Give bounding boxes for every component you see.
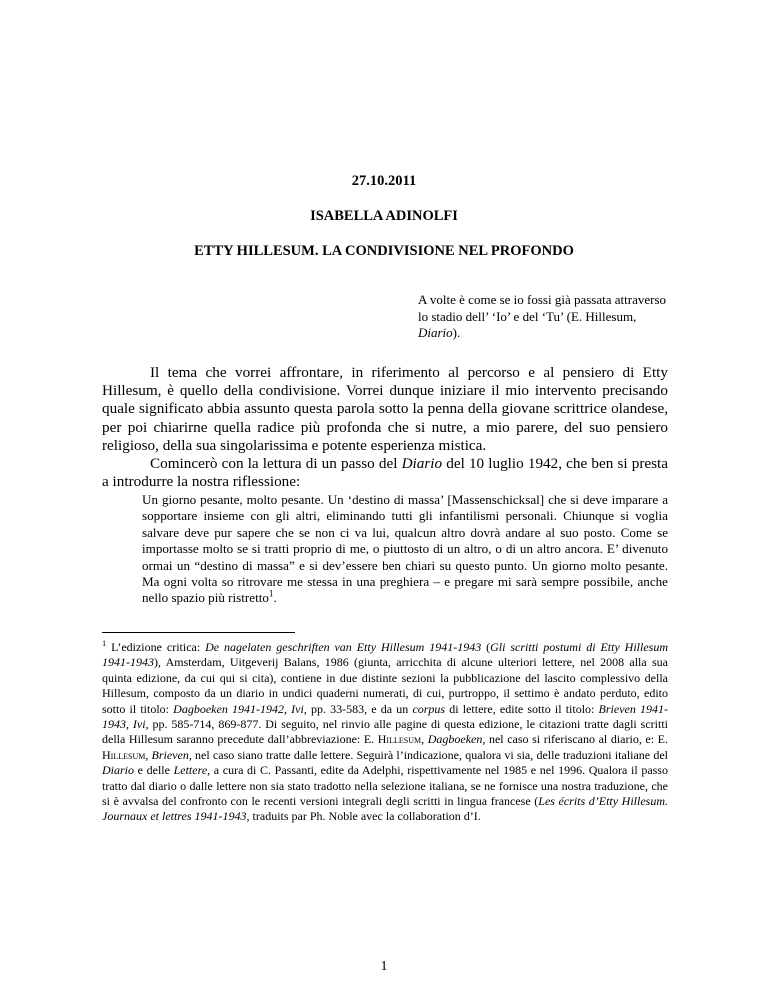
footnote-italic: Ivi (291, 701, 304, 716)
epigraph (418, 292, 668, 342)
footnote-italic: Brieven 1941-1943 (102, 701, 669, 732)
footnote-segment: , a cura di C. Passanti, edite da Adelphi, rispettivamente nel 1985 e nel 1996. Qualora il passo tratto dal diario o dalle lettere non sia stato tradotto nella selezione italiana, se ne fornisce una nostra traduzione, che si è avvalsa del confronto con le recenti versioni integrali degli scritti in lingua francese ( (102, 763, 668, 809)
body-text (102, 364, 668, 491)
footnote-segment: , nel caso si riferiscano al diario, e: E. (482, 732, 668, 747)
page-number: 1 (380, 959, 388, 974)
footnote-reference[interactable]: 1 (268, 589, 274, 600)
footnote-italic: Brieven (151, 747, 189, 762)
footnote-italic: Les écrits d’Etty Hillesum. Journaux et lettres 1941-1943 (102, 794, 668, 824)
footnote-segment: e delle (134, 763, 174, 778)
block-quote-end: . (273, 590, 277, 606)
footnote-italic: Dagboeken (427, 732, 483, 747)
footnote-italic: De nagelaten geschriften van Etty Hillesum 1941-1943 (205, 640, 482, 654)
footnote-italic: corpus (412, 701, 446, 716)
epigraph-end: ). (452, 325, 461, 340)
footnote-segment: ( (481, 640, 491, 654)
footnote-italic: Dagboeken 1941-1942 (173, 701, 284, 716)
footnote-smallcaps: Hillesum (377, 732, 422, 747)
footnote-segment: , (283, 701, 292, 716)
footnote (102, 640, 668, 825)
body-paragraph-1: Il tema che vorrei affrontare, in riferimento al percorso e al pensiero di Etty Hillesum, è quello della condivisione. Vorrei dunque iniziare il mio intervento precisando quale significato abbia assunto questa parola sotto la penna della giovane scrittrice olandese, per poi chiarirne quella radice più profonda che si nutre, a mio parere, del suo pensiero religioso, della sua singolarissima e potente esperienza mistica. (102, 364, 668, 454)
footnote-italic: Diario (102, 763, 135, 778)
footnote-divider (102, 632, 295, 633)
footnote-number: 1 (102, 639, 107, 648)
block-quote (142, 492, 668, 607)
footnote-segment: di lettere, edite sotto il titolo: (445, 701, 599, 716)
footnote-segment: , pp. 585-714, 869-877. Di seguito, nel rinvio alle pagine di questa edizione, le citazioni tratte dagli scritti della Hillesum saranno precedute dall’abbreviazione: E. (102, 717, 669, 747)
footnote-segment: , (126, 717, 133, 732)
footnote-italic: Ivi (132, 717, 146, 732)
footnote-segment: , (145, 747, 152, 762)
footnote-segment: ), Amsterdam, Uitgeverij Balans, 1986 (giunta, arricchita di alcune ulteriori lettere, nel 2008 alla sua quinta edizione, da cui qui si cita), contiene in due distinte sezioni la pubblicazione del lascito complessivo della Hillesum, composto da un diario in undici quaderni numerati, di cui, purtroppo, il settimo è andato perduto, edito sotto il titolo: (102, 655, 668, 716)
epigraph-source: Diario (418, 325, 453, 340)
footnote-smallcaps: Hillesum (102, 747, 146, 762)
body-paragraph-2-diario: Diario (401, 455, 443, 473)
footnote-segment: , traduits par Ph. Noble avec la collaboration d’I. (246, 809, 481, 824)
footnote-segment: , nel caso siano tratte dalle lettere. Seguirà l’indicazione, qualora vi sia, delle traduzioni italiane del (188, 747, 668, 762)
block-quote-text: Un giorno pesante, molto pesante. Un ‘destino di massa’ [Massenschicksal] che si deve imparare a sopportare insieme con gli altri, eliminando tutti gli infantilismi personali. Chiunque si voglia salvare deve pur sapere che se non ci va lui, qualcun altro dovrà andare al suo posto. Come se importasse molto se si tratti proprio di me, o piuttosto di un altro, o di un altro ancora. E’ divenuto ormai un “destino di massa” e si dev’essere ben chiari su questo punto. Un giorno molto pesante. Ma ogni volta so ritrovare me stessa in una preghiera – e pregare mi sarà sempre possibile, anche nello spazio più ristretto (142, 492, 668, 606)
footnote-segment: , pp. 33-583, e da un (303, 701, 413, 716)
footnote-italic: Lettere (173, 763, 208, 778)
body-paragraph-2-end: del 10 luglio 1942, che ben si presta a introdurre la nostra riflessione: (102, 455, 668, 491)
footnote-italic: Gli scritti postumi di Etty Hillesum 1941-1943 (102, 640, 669, 670)
lecture-date: 27.10.2011 (351, 173, 417, 189)
author-name: ISABELLA ADINOLFI (310, 208, 458, 224)
footnote-segment: , (421, 732, 428, 747)
footnote-text (102, 640, 668, 825)
body-paragraph-2 (102, 455, 668, 491)
epigraph-text: A volte è come se io fossi già passata attraverso lo stadio dell’ ‘Io’ e del ‘Tu’ (E. Hillesum, (418, 292, 667, 324)
footnote-segment: L’edizione critica: (106, 640, 206, 654)
page-title: ETTY HILLESUM. LA CONDIVISIONE NEL PROFONDO (194, 243, 574, 259)
body-paragraph-2-start: Comincerò con la lettura di un passo del (150, 455, 402, 473)
